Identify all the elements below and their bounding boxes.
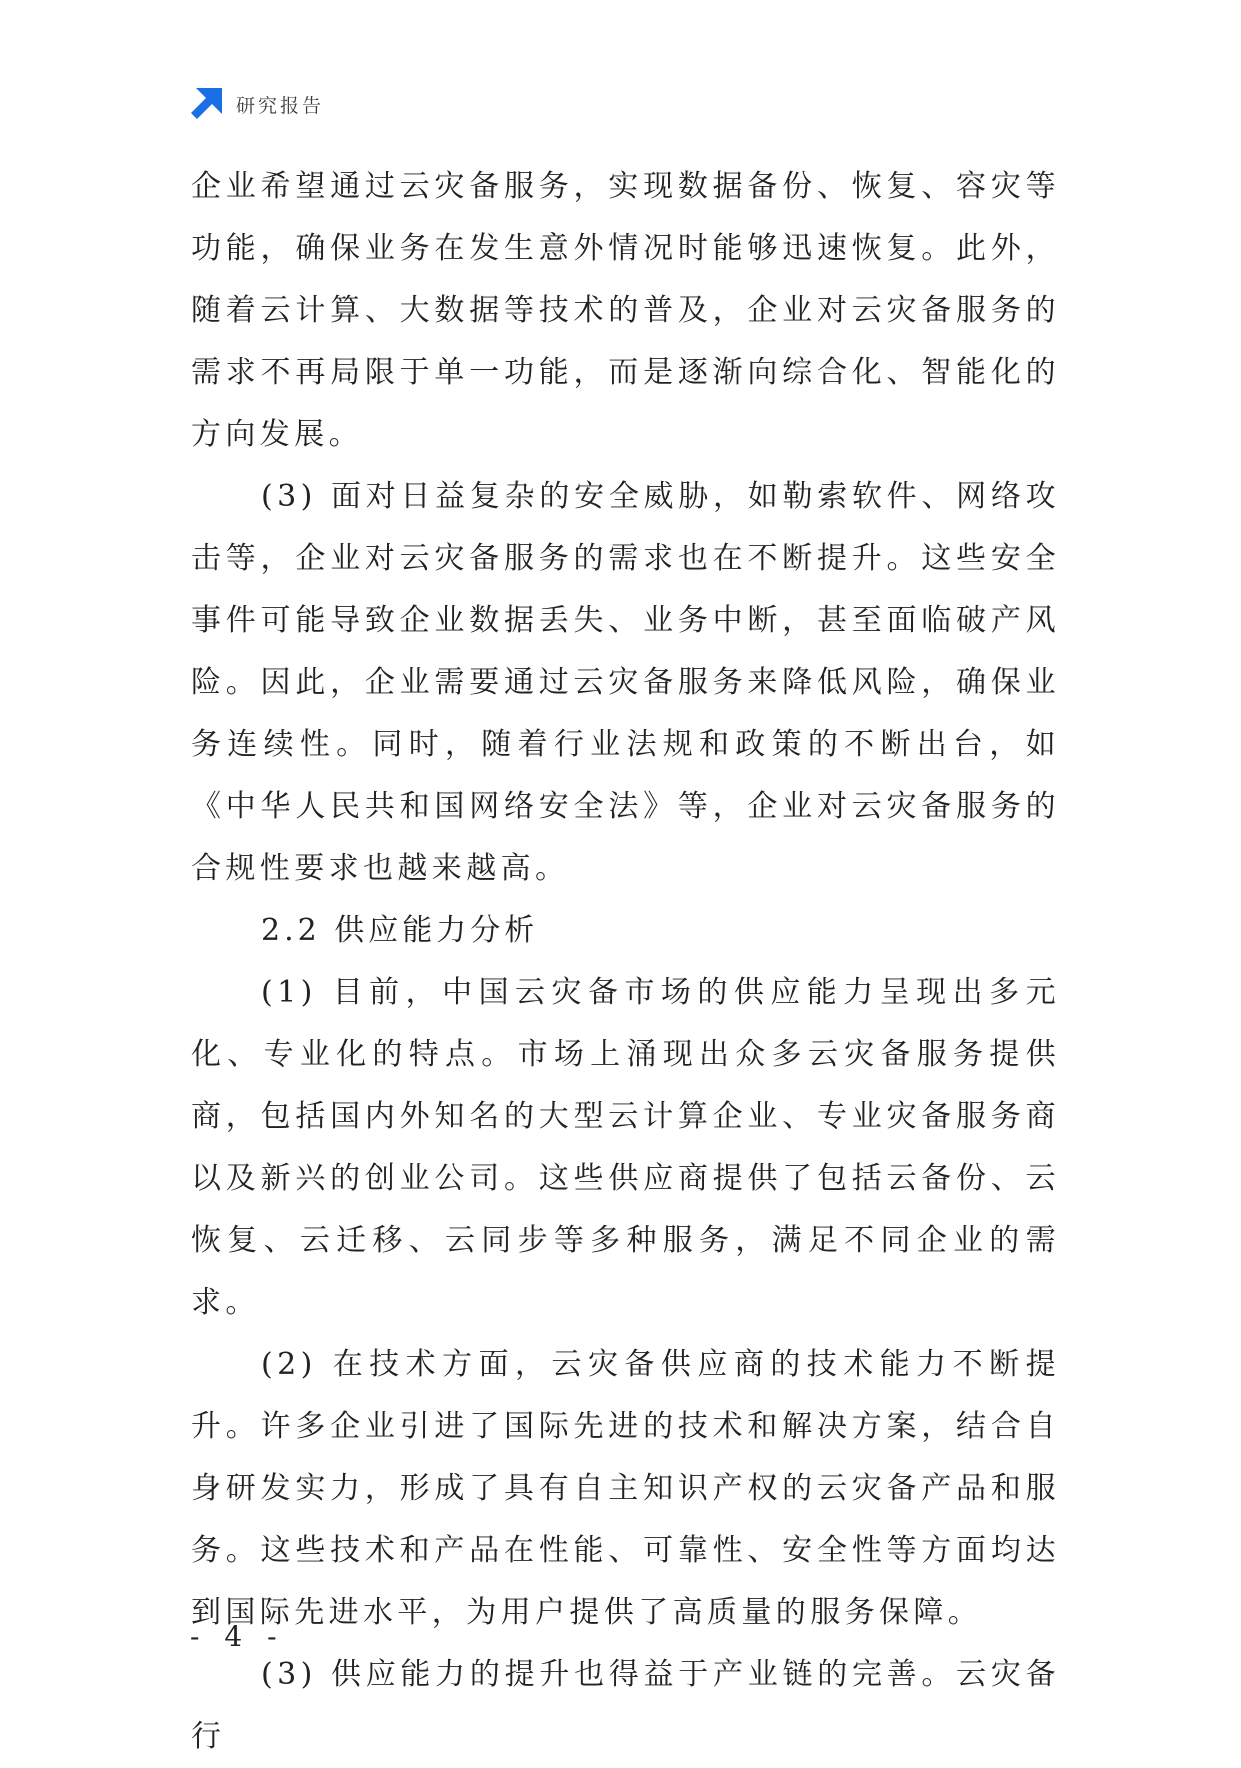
paragraph-point-3: (3) 面对日益复杂的安全威胁，如勒索软件、网络攻击等，企业对云灾备服务的需求也在不断提升。这些安全事件可能导致企业数据丢失、业务中断，甚至面临破产风险。因此，企业需要通过云灾备服务来降低风险，确保业务连续性。同时，随着行业法规和政策的不断出台，如《中华人民共和国网络安全法》等，企业对云灾备服务的合规性要求也越来越高。 xyxy=(191,479,1060,886)
paragraph-supply-2: (2) 在技术方面，云灾备供应商的技术能力不断提升。许多企业引进了国际先进的技术和解决方案，结合自身研发实力，形成了具有自主知识产权的云灾备产品和服务。这些技术和产品在性能、可靠性、安全性等方面均达到国际先进水平，为用户提供了高质量的服务保障。 xyxy=(191,1347,1060,1630)
page-number: - 4 - xyxy=(190,1620,285,1653)
section-heading: 2.2 供应能力分析 xyxy=(261,913,539,948)
page-header xyxy=(190,88,324,120)
paragraph-supply-1: (1) 目前，中国云灾备市场的供应能力呈现出多元化、专业化的特点。市场上涌现出众多云灾备服务提供商，包括国内外知名的大型云计算企业、专业灾备服务商以及新兴的创业公司。这些供应商提供了包括云备份、云恢复、云迁移、云同步等多种服务，满足不同企业的需求。 xyxy=(191,975,1060,1320)
paragraph-continued: 企业希望通过云灾备服务，实现数据备份、恢复、容灾等功能，确保业务在发生意外情况时能够迅速恢复。此外，随着云计算、大数据等技术的普及，企业对云灾备服务的需求不再局限于单一功能，而是逐渐向综合化、智能化的方向发展。 xyxy=(191,169,1060,452)
arrow-up-right-icon xyxy=(190,88,222,120)
paragraph-supply-3: (3) 供应能力的提升也得益于产业链的完善。云灾备行 xyxy=(191,1657,1060,1754)
document-body xyxy=(191,156,1060,1768)
report-label: 研究报告 xyxy=(236,94,325,117)
